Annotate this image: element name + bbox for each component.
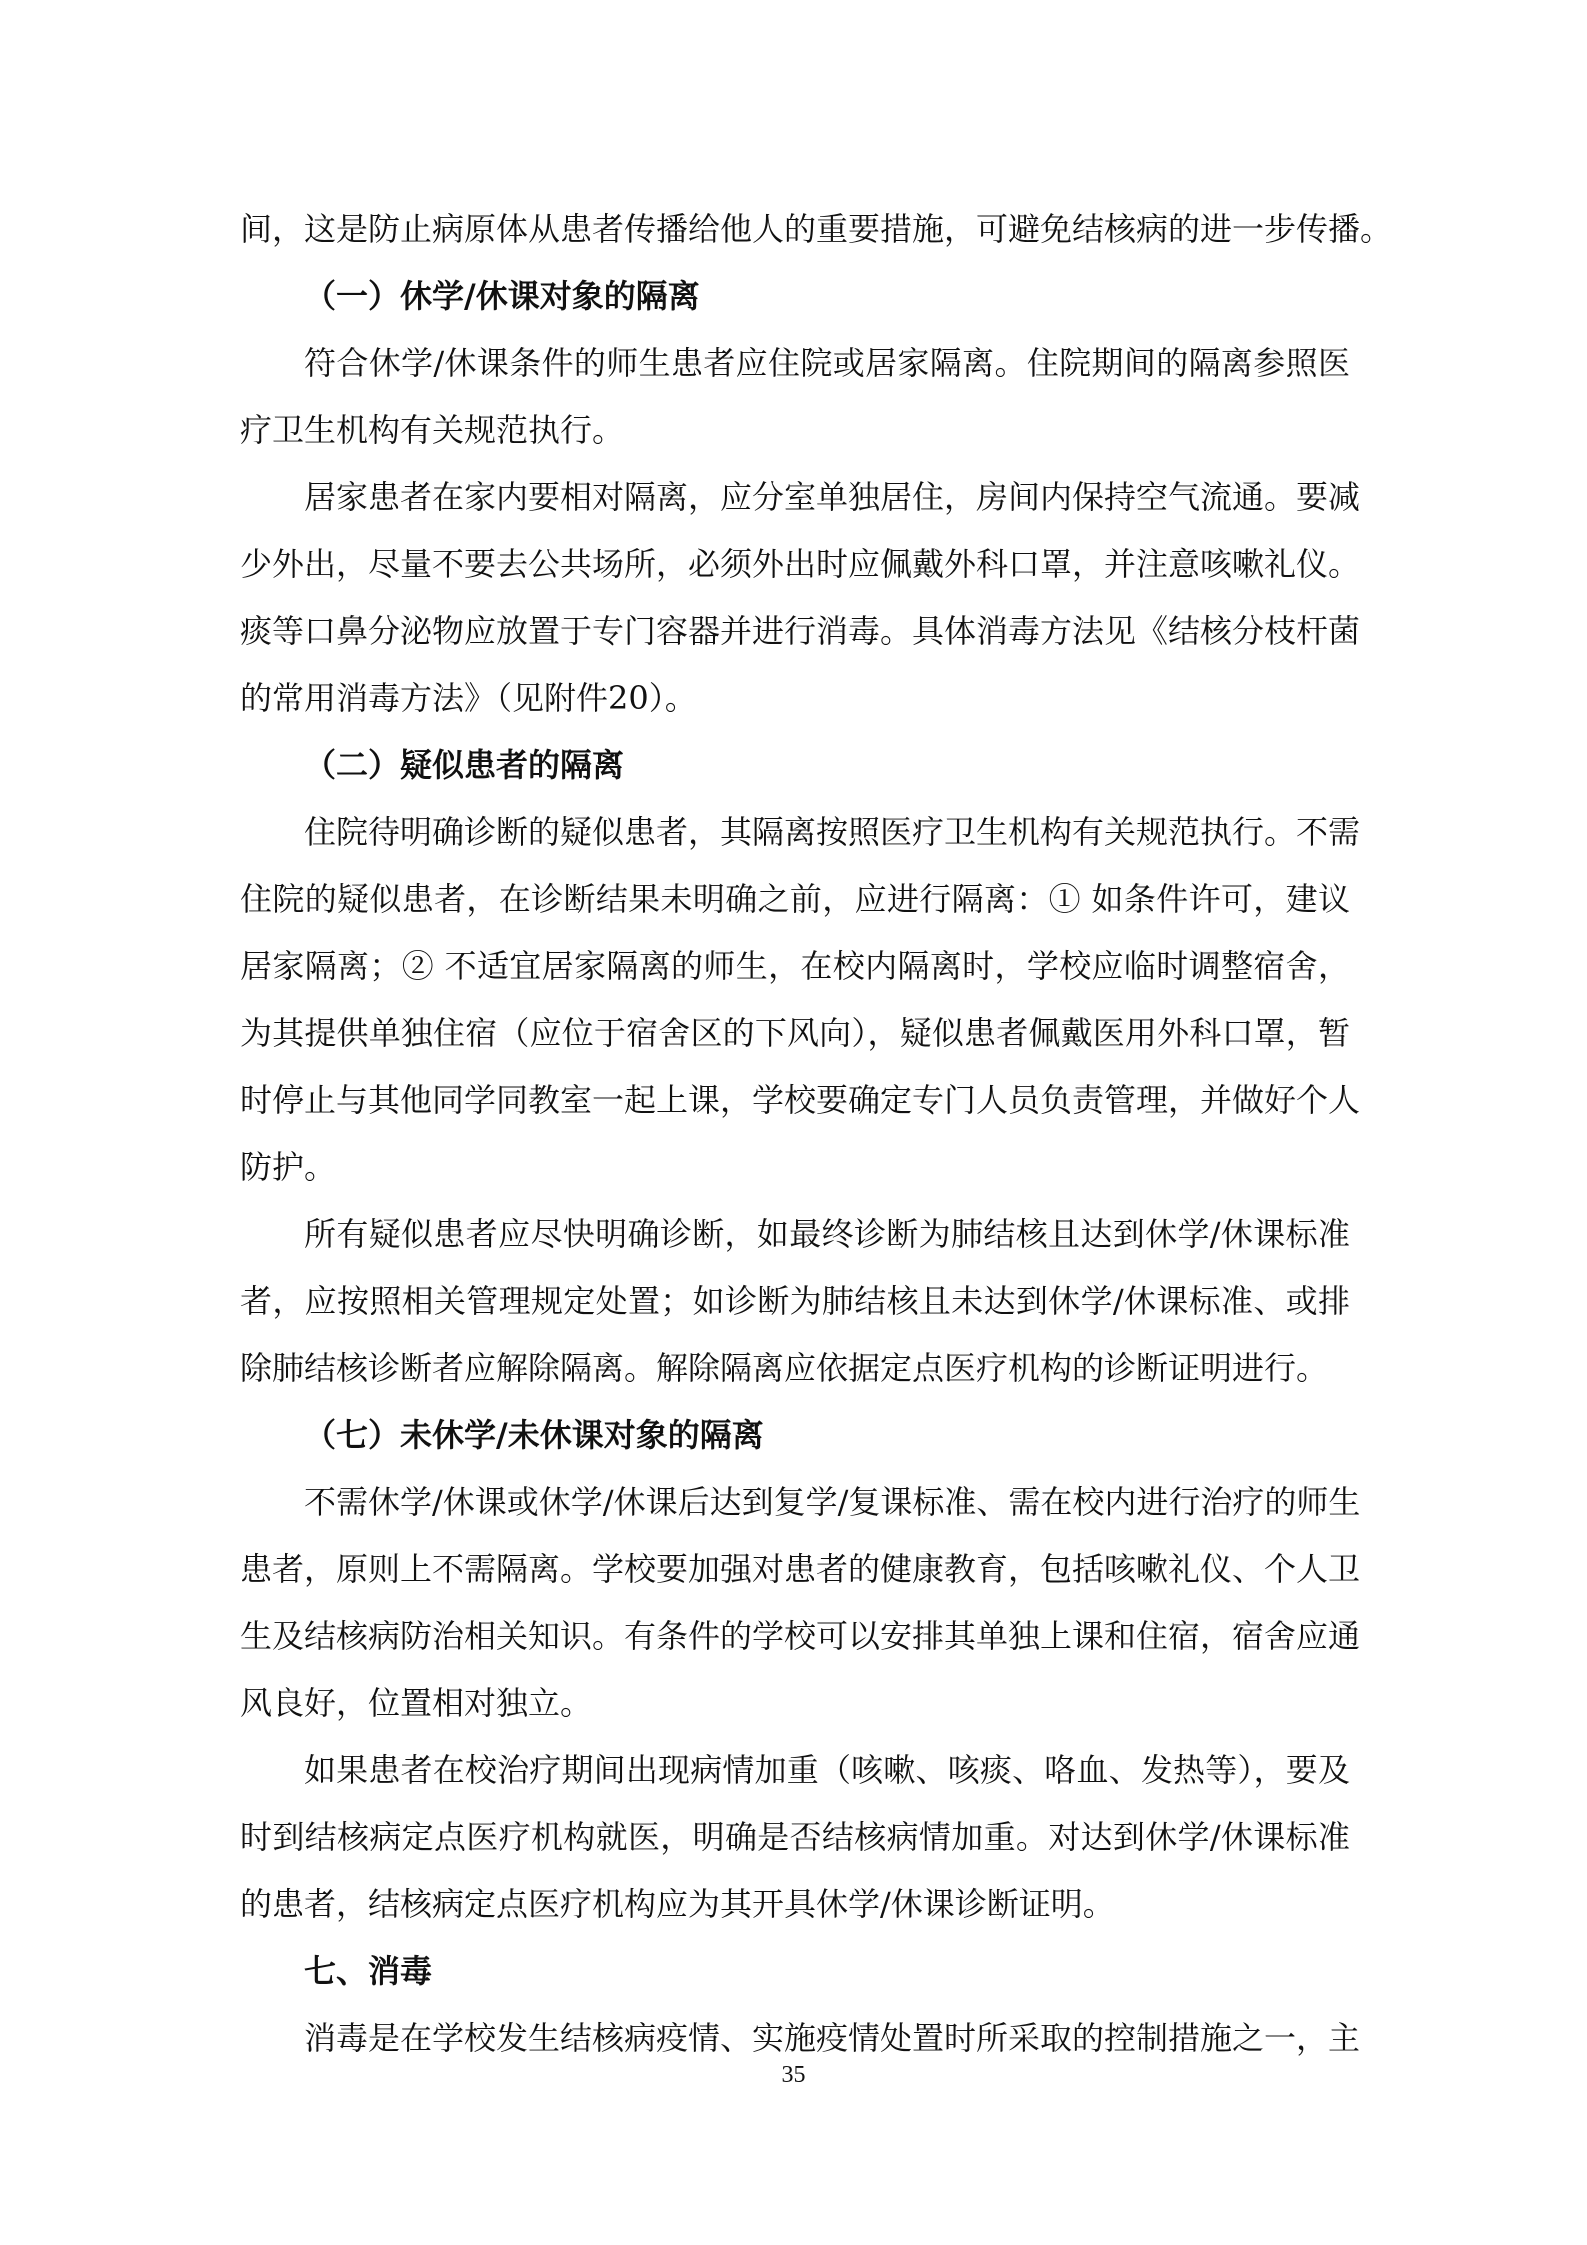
text-line: 防护。 — [240, 1148, 337, 1186]
text-line: 患者，原则上不需隔离。学校要加强对患者的健康教育，包括咳嗽礼仪、个人卫 — [240, 1550, 1361, 1588]
text-line: 风良好，位置相对独立。 — [240, 1684, 593, 1722]
text-line: 时停止与其他同学同教室一起上课，学校要确定专门人员负责管理，并做好个人 — [240, 1081, 1361, 1119]
section-heading — [240, 1402, 1350, 1469]
body-paragraph — [240, 799, 1361, 1201]
text-line: 消毒是在学校发生结核病疫情、实施疫情处置时所采取的控制措施之一，主 — [304, 2019, 1361, 2057]
text-line: 痰等口鼻分泌物应放置于专门容器并进行消毒。具体消毒方法见《结核分枝杆菌 — [240, 612, 1361, 650]
text-line: 住院的疑似患者，在诊断结果未明确之前，应进行隔离：① 如条件许可，建议 — [240, 880, 1350, 918]
text-line: 者，应按照相关管理规定处置；如诊断为肺结核且未达到休学/休课标准、或排 — [240, 1282, 1350, 1320]
text-line: 为其提供单独住宿（应位于宿舍区的下风向），疑似患者佩戴医用外科口罩，暂 — [240, 1014, 1350, 1052]
section-heading — [240, 1938, 1350, 2005]
page-body — [240, 196, 1393, 2072]
body-paragraph — [240, 1469, 1361, 1737]
text-line: 少外出，尽量不要去公共场所，必须外出时应佩戴外科口罩，并注意咳嗽礼仪。 — [240, 545, 1361, 583]
text-line: 的患者，结核病定点医疗机构应为其开具休学/休课诊断证明。 — [240, 1885, 1115, 1923]
body-paragraph — [240, 1737, 1350, 1938]
text-line: 居家患者在家内要相对隔离，应分室单独居住，房间内保持空气流通。要减 — [304, 478, 1361, 516]
body-paragraph — [240, 1201, 1350, 1402]
body-paragraph — [240, 464, 1361, 732]
body-paragraph — [240, 196, 1393, 263]
section-heading — [240, 263, 1350, 330]
text-line: 生及结核病防治相关知识。有条件的学校可以安排其单独上课和住宿，宿舍应通 — [240, 1617, 1361, 1655]
heading-text: （一）休学/休课对象的隔离 — [304, 277, 700, 315]
text-line: 如果患者在校治疗期间出现病情加重（咳嗽、咳痰、咯血、发热等），要及 — [304, 1751, 1350, 1789]
page-number: 35 — [781, 2062, 806, 2088]
text-line: 时到结核病定点医疗机构就医，明确是否结核病情加重。对达到休学/休课标准 — [240, 1818, 1350, 1856]
heading-text: 七、消毒 — [304, 1952, 433, 1990]
text-line: 住院待明确诊断的疑似患者，其隔离按照医疗卫生机构有关规范执行。不需 — [304, 813, 1361, 851]
text-line: 所有疑似患者应尽快明确诊断，如最终诊断为肺结核且达到休学/休课标准 — [304, 1215, 1350, 1253]
heading-text: （二）疑似患者的隔离 — [304, 746, 625, 784]
text-line: 居家隔离；② 不适宜居家隔离的师生，在校内隔离时，学校应临时调整宿舍， — [240, 947, 1350, 985]
text-line: 疗卫生机构有关规范执行。 — [240, 411, 625, 449]
section-heading — [240, 732, 1350, 799]
text-line: 符合休学/休课条件的师生患者应住院或居家隔离。住院期间的隔离参照医 — [304, 344, 1350, 382]
heading-text: （七）未休学/未休课对象的隔离 — [304, 1416, 764, 1454]
text-line: 除肺结核诊断者应解除隔离。解除隔离应依据定点医疗机构的诊断证明进行。 — [240, 1349, 1329, 1387]
body-paragraph — [240, 330, 1350, 464]
text-line: 不需休学/休课或休学/休课后达到复学/复课标准、需在校内进行治疗的师生 — [304, 1483, 1361, 1521]
text-line: 的常用消毒方法》（见附件20）。 — [240, 679, 697, 717]
text-line: 间，这是防止病原体从患者传播给他人的重要措施，可避免结核病的进一步传播。 — [240, 210, 1393, 248]
